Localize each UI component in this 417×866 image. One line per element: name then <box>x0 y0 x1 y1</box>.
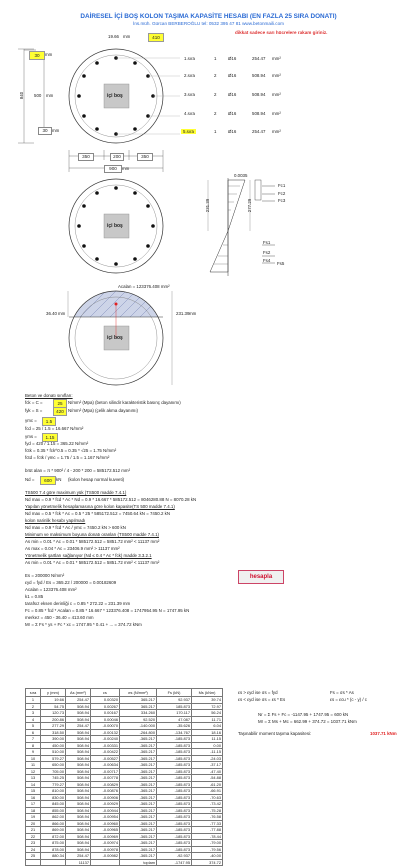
table-cell: 810.00 <box>41 788 66 795</box>
label-fs2: Fs2 <box>263 250 271 255</box>
fcd-line: fcd = 25 / 1.5 = 16.667 N/mm² <box>25 426 84 431</box>
table-cell: -79.00 <box>192 840 223 847</box>
es-line: Es = 200000 N/mm² <box>25 573 65 578</box>
table-cell: -0.00331 <box>91 742 120 749</box>
table-cell: -365.217 <box>120 755 157 762</box>
table-cell: -11.15 <box>192 749 223 756</box>
table-cell: -365.217 <box>120 794 157 801</box>
table-cell: -24.03 <box>192 755 223 762</box>
calc-line: Nd max = 0.9 * fcd * Ac * Nd = 0.9 * 16.667 * 585172.512 = 8046280.88 N = 8070.28 kN <box>25 497 197 502</box>
table-cell: 745.25 <box>41 775 66 782</box>
table-cell: -365.217 <box>120 807 157 814</box>
table-cell: 869.00 <box>41 827 66 834</box>
table-cell: 54.75 <box>41 703 66 710</box>
table-cell: 450.00 <box>41 742 66 749</box>
table-cell: 5 <box>26 723 41 730</box>
acalan-label: Acalan = 123376.408 mm² <box>118 284 170 289</box>
table-cell: -365.217 <box>120 742 157 749</box>
cover-top-unit: mm <box>45 52 53 57</box>
results-table <box>25 688 223 866</box>
table-cell: 830.00 <box>41 794 66 801</box>
table-cell: -365.217 <box>120 768 157 775</box>
table-cell: 508.94 <box>66 814 91 821</box>
table-cell: 508.94 <box>66 729 91 736</box>
table-cell: 1 <box>26 697 41 704</box>
table-cell: 185.873 <box>157 703 192 710</box>
table-cell: 13 <box>26 775 41 782</box>
table-cell: 880.34 <box>41 853 66 860</box>
fyk-label: fyk = S = <box>25 408 43 413</box>
bottom-dim-3: 350 <box>137 153 153 161</box>
table-cell: 508.94 <box>66 827 91 834</box>
table-cell: 508.94 <box>66 742 91 749</box>
table-cell: 8 <box>26 742 41 749</box>
gmc-label: γmc = <box>25 418 37 423</box>
table-cell: -0.00422 <box>91 749 120 756</box>
mr-line-2: Mr = Σ Ms + Mc = 662.99 + 374.72 = 1037.71 kNm <box>258 719 357 724</box>
col-header: σs (N/mm²) <box>120 689 157 697</box>
table-cell: 508.94 <box>66 820 91 827</box>
table-cell: 92.520 <box>120 716 157 723</box>
table-cell: 0.00167 <box>91 710 120 717</box>
table-cell: 508.94 <box>66 794 91 801</box>
fyk-text: N/mm² (Mpa) (çelik akma dayanımı) <box>68 408 139 413</box>
table-cell: 508.94 <box>66 775 91 782</box>
nr-line: Nr = Σ Fs + Fc = -1147.95 + 1747.95 = 600 kN <box>258 712 349 717</box>
table-cell: 12 <box>26 768 41 775</box>
table-cell: 9 <box>26 749 41 756</box>
table-cell: 845.00 <box>41 801 66 808</box>
table-cell: 508.94 <box>66 846 91 853</box>
table-cell: -78.44 <box>192 833 223 840</box>
total-text: toplam <box>120 859 157 866</box>
table-cell: -185.873 <box>157 807 192 814</box>
table-cell: 277.29 <box>41 723 66 730</box>
core-label-2: içi boş <box>107 223 123 229</box>
table-cell: -0.00982 <box>91 853 120 860</box>
table-cell: 875.00 <box>41 840 66 847</box>
table-cell: -37.17 <box>192 762 223 769</box>
table-cell: -185.873 <box>157 801 192 808</box>
table-cell: 0.00267 <box>91 703 120 710</box>
label-fc2: Fc2 <box>278 191 286 196</box>
table-cell: -0.00132 <box>91 729 120 736</box>
table-cell: -185.873 <box>157 755 192 762</box>
calc-line: As max = 0.04 * Ac = 23406.9 mm² > 11137 mm² <box>25 546 120 551</box>
table-cell: 0.00320 <box>91 697 120 704</box>
table-cell: -365.217 <box>120 781 157 788</box>
table-total-row <box>26 859 223 866</box>
table-cell: -264.800 <box>120 729 157 736</box>
table-cell: 25 <box>26 853 41 860</box>
table-cell: -140.000 <box>120 723 157 730</box>
calc-line: Nd max = 0.9 * fcd * Ac / γmc = 7450.2 kN > 600 kN <box>25 525 126 530</box>
table-cell: 508.94 <box>66 716 91 723</box>
table-cell: 10 <box>26 755 41 762</box>
table-cell: -365.217 <box>120 833 157 840</box>
col-header: As (mm²) <box>66 689 91 697</box>
table-cell: -79.56 <box>192 846 223 853</box>
table-cell: -77.33 <box>192 820 223 827</box>
table-cell: -0.00960 <box>91 820 120 827</box>
table-cell: -185.873 <box>157 794 192 801</box>
col-header: y (mm) <box>41 689 66 697</box>
calc-line: Yönetmelik şartları sağlanıyor (Nd ≤ 0.4 * Ac * fck) madde 3.3.2.1 <box>25 553 152 558</box>
table-cell: -73.42 <box>192 801 223 808</box>
table-cell: 16 <box>26 794 41 801</box>
table-cell: 508.94 <box>66 781 91 788</box>
table-cell: -0.00965 <box>91 827 120 834</box>
table-cell: 23 <box>26 840 41 847</box>
fyd-line: fyd = 420 / 1.15 = 365.22 N/mm² <box>25 441 89 446</box>
nd-label: Nd = <box>25 477 35 482</box>
table-cell: -0.00876 <box>91 788 120 795</box>
dim-left-top: 19.66 <box>108 34 119 39</box>
table-cell: -92.937 <box>157 853 192 860</box>
calc-line: As min = 0.01 * Ac = 0.01 * 585172.512 = 5851.72 mm² < 11137 mm² <box>25 560 160 565</box>
table-cell: 508.94 <box>66 736 91 743</box>
table-cell: 365.217 <box>120 703 157 710</box>
table-cell: 508.94 <box>66 755 91 762</box>
table-cell: -0.00634 <box>91 762 120 769</box>
table-cell: 7 <box>26 736 41 743</box>
calc-line: Nd max = 0.5 * fck * Ac = 0.5 * 25 * 585172.512 = 7450.64 kN = 7450.2 kN <box>25 511 170 516</box>
table-cell: 508.94 <box>66 749 91 756</box>
table-cell: -0.00954 <box>91 814 120 821</box>
bottom-dim-2: 200 <box>110 153 124 161</box>
table-cell: 779.27 <box>41 781 66 788</box>
strain-value: 0.0035 <box>234 173 248 178</box>
page-title: DAİRESEL İÇİ BOŞ KOLON TAŞIMA KAPASİTE HESABI (EN FAZLA 25 SIRA DONATI) <box>80 13 337 20</box>
table-cell: -0.00778 <box>91 775 120 782</box>
note-2: εs < εyd ise σs = εs * Es <box>238 697 286 702</box>
c2-dim: 277.29 <box>247 198 253 213</box>
table-cell: -0.00969 <box>91 833 120 840</box>
table-cell: 508.94 <box>66 768 91 775</box>
table-cell: 508.94 <box>66 801 91 808</box>
warning-note: dikkat sadece sarı hücrelere rakam giriniz. <box>235 30 328 35</box>
table-cell: 11.15 <box>192 736 223 743</box>
table-cell: -365.217 <box>120 820 157 827</box>
label-fs1: Fs1 <box>263 240 271 245</box>
calc-line: Minimum ve maksimum boyuna donatı oranları (TS500 madde 7.4.1) <box>25 532 159 537</box>
bottom-dim-1: 350 <box>78 153 94 161</box>
table-cell: 508.94 <box>66 833 91 840</box>
c1-dim: 231.39 <box>205 198 211 213</box>
ac-line: brüt alan = π * 900² / 4 - 200 * 200 = 585172.512 mm² <box>25 468 131 473</box>
section2-drawing <box>69 178 275 276</box>
table-cell: -185.873 <box>157 788 192 795</box>
table-cell: 579.27 <box>41 755 66 762</box>
table-cell: -365.217 <box>120 775 157 782</box>
table-cell: 24 <box>26 846 41 853</box>
table-cell: 200.86 <box>41 716 66 723</box>
table-cell: 254.47 <box>66 853 91 860</box>
table-cell: -365.217 <box>120 736 157 743</box>
table-cell: 862.00 <box>41 814 66 821</box>
k1-line: k1 = 0.85 <box>25 594 44 599</box>
table-cell: -185.873 <box>157 814 192 821</box>
table-cell: -0.00070 <box>91 723 120 730</box>
fyk-input[interactable]: 420 <box>53 407 67 416</box>
core-label-3: içi boş <box>107 335 123 341</box>
table-cell: 11 <box>26 762 41 769</box>
table-cell: -365.217 <box>120 788 157 795</box>
row-label-b: 500 <box>34 93 42 98</box>
acalan-line: Acalan = 123376.408 mm² <box>25 587 77 592</box>
dim-left-top-unit: mm <box>123 34 131 39</box>
table-cell: -185.873 <box>157 781 192 788</box>
table-cell: -185.873 <box>157 736 192 743</box>
table-cell: -185.873 <box>157 775 192 782</box>
table-cell: 254.47 <box>66 723 91 730</box>
table-cell: -75.28 <box>192 807 223 814</box>
table-cell: 508.94 <box>66 762 91 769</box>
right-dim-3: 231.39 <box>176 311 190 316</box>
bottom-cover: 30 <box>38 127 52 135</box>
gmc-input[interactable]: 1.5 <box>42 417 56 426</box>
table-cell: -54.88 <box>192 775 223 782</box>
table-cell: -185.873 <box>157 768 192 775</box>
table-cell: 11.71 <box>192 716 223 723</box>
table-cell: -0.00717 <box>91 768 120 775</box>
table-cell: -365.217 <box>120 827 157 834</box>
table-cell: 120.73 <box>41 710 66 717</box>
table-cell: -185.873 <box>157 827 192 834</box>
table-cell: -0.00240 <box>91 736 120 743</box>
table-cell: 334.260 <box>120 710 157 717</box>
right-dim-3-unit: mm <box>189 311 197 316</box>
table-cell: -365.217 <box>120 814 157 821</box>
label-fs4: Fs4 <box>263 258 271 263</box>
table-cell: 170.117 <box>157 710 192 717</box>
table-header-row <box>26 689 223 697</box>
fc-line: Fc = 0.85 * fcd * Acalan = 0.85 * 16.667 * 123376.408 = 1747954.95 N = 1747.95 kN <box>25 608 190 613</box>
table-cell: -185.873 <box>157 846 192 853</box>
table-cell: 866.00 <box>41 820 66 827</box>
label-fc1: Fc1 <box>278 183 286 188</box>
table-cell: 56.24 <box>192 710 223 717</box>
table-cell: 21 <box>26 827 41 834</box>
ex-line: merkez = 450 - 36.40 = 413.60 mm <box>25 615 94 620</box>
k-line: tarafsız eksen derinliği c = 0.85 * 272.22 = 231.39 mm <box>25 601 131 606</box>
table-cell: 18 <box>26 807 41 814</box>
table-cell: 15 <box>26 788 41 795</box>
bottom-total: 900 <box>104 165 122 173</box>
table-cell: 20 <box>26 820 41 827</box>
mr-line: Mr = Σ Fs * ys + Fc * xc = 1747.95 * 0.41 + ... = 374.72 kNm <box>25 622 142 627</box>
table-cell: 39.74 <box>192 697 223 704</box>
note-3: Fs = σs * As <box>330 690 354 695</box>
calc-line: As min = 0.01 * Ac = 0.01 * 585172.512 = 5851.72 mm² < 11137 mm² <box>25 539 160 544</box>
left-dim-3: 36.40 <box>46 311 57 316</box>
page-subtitle: İns.müh. Gürcan BERBEROĞLU tel: 0532 395 47 81 www.betonmaili.com <box>133 21 284 26</box>
label-fc3: Fc3 <box>278 198 286 203</box>
fck-label: fck = C = <box>25 400 43 405</box>
core-label-1: içi boş <box>107 93 123 99</box>
table-cell: -0.00974 <box>91 840 120 847</box>
col-header: Ms (kNm) <box>192 689 223 697</box>
table-cell: 0.00046 <box>91 716 120 723</box>
table-cell: 4 <box>26 716 41 723</box>
row-label-a: 840 <box>19 91 25 100</box>
col-header: Fs (kN) <box>157 689 192 697</box>
table-cell: -40.00 <box>192 853 223 860</box>
gms-label: γms = <box>25 434 37 439</box>
fctk-line: fctk = 0.35 * fck^0.5 = 0.35 * √25 = 1.75 N/mm² <box>25 448 117 453</box>
bottom-total-unit: mm <box>122 166 130 171</box>
table-cell: 318.50 <box>41 729 66 736</box>
left-dim-3-unit: mm <box>58 311 66 316</box>
table-cell: -0.00978 <box>91 846 120 853</box>
table-cell: 508.94 <box>66 788 91 795</box>
table-cell: 92.937 <box>157 697 192 704</box>
table-cell: -365.217 <box>120 846 157 853</box>
table-cell: -365.217 <box>120 853 157 860</box>
nd-input[interactable]: 600 <box>40 476 56 485</box>
total-fs: -1747.95 <box>157 859 192 866</box>
table-cell: 705.00 <box>41 768 66 775</box>
table-cell: 47.087 <box>157 716 192 723</box>
table-cell: -76.58 <box>192 814 223 821</box>
table-cell: -0.00929 <box>91 801 120 808</box>
table-cell: 3 <box>26 710 41 717</box>
cover-top-input[interactable]: 30 <box>29 51 45 60</box>
note-1: εs > εyd ise σs = fyd <box>238 690 278 695</box>
table-cell: 855.00 <box>41 807 66 814</box>
table-cell: -185.873 <box>157 762 192 769</box>
fck-text: N/mm² (Mpa) (beton silindir karakteristik basınç dayanımı) <box>68 400 181 405</box>
table-cell: 254.47 <box>66 697 91 704</box>
result-label: Taşınabilir moment taşıma kapasitesi: <box>238 731 312 736</box>
table-cell: 365.217 <box>120 697 157 704</box>
table-cell: 18.16 <box>192 729 223 736</box>
label-fs5: Fs5 <box>277 261 285 266</box>
table-cell: -185.873 <box>157 742 192 749</box>
table-cell: 6.04 <box>192 723 223 730</box>
total-as: 11137 <box>66 859 91 866</box>
table-cell: -185.873 <box>157 820 192 827</box>
table-cell: 508.94 <box>66 703 91 710</box>
table-cell: 650.00 <box>41 762 66 769</box>
table-cell: 510.00 <box>41 749 66 756</box>
table-cell: 0.00 <box>192 742 223 749</box>
table-cell: 19.66 <box>41 697 66 704</box>
result-value: 1037.71 kNm <box>370 731 397 736</box>
inputs-heading: Beton ve donatı sınıfları: <box>25 393 73 398</box>
table-cell: 872.00 <box>41 833 66 840</box>
table-cell: 17 <box>26 801 41 808</box>
table-cell: 2 <box>26 703 41 710</box>
table-cell: 508.94 <box>66 710 91 717</box>
table-cell: -0.00829 <box>91 781 120 788</box>
table-cell: -61.20 <box>192 781 223 788</box>
table-cell: -0.00944 <box>91 807 120 814</box>
table-cell: -185.873 <box>157 749 192 756</box>
table-cell: -35.626 <box>157 723 192 730</box>
nd-text: (kolon hesap normal kuvveti) <box>68 477 125 482</box>
table-cell: -0.00527 <box>91 755 120 762</box>
table-cell: 14 <box>26 781 41 788</box>
table-cell: -134.767 <box>157 729 192 736</box>
table-cell: -185.873 <box>157 833 192 840</box>
col-header: εs <box>91 689 120 697</box>
calculate-button[interactable]: hesapla <box>238 570 284 584</box>
table-cell: -0.00906 <box>91 794 120 801</box>
table-cell: -365.217 <box>120 840 157 847</box>
table-cell: -77.88 <box>192 827 223 834</box>
table-cell: -66.91 <box>192 788 223 795</box>
nd-unit: kN <box>56 477 62 482</box>
total-ms: 374.72 <box>192 859 223 866</box>
section1-drawing <box>18 49 180 172</box>
row-label-unit: mm <box>46 93 54 98</box>
eyd-line: εyd = fyd / Es = 365.22 / 200000 = 0.00182609 <box>25 580 117 585</box>
table-cell: -70.63 <box>192 794 223 801</box>
table-cell: 390.00 <box>41 736 66 743</box>
col-header: sıra <box>26 689 41 697</box>
table-cell: 508.94 <box>66 807 91 814</box>
table-cell: 72.97 <box>192 703 223 710</box>
table-cell: -185.873 <box>157 840 192 847</box>
table-cell: -365.217 <box>120 749 157 756</box>
table-cell: -47.40 <box>192 768 223 775</box>
fctd-line: fctd = fctk / γmc = 1.75 / 1.5 = 1.167 N/mm² <box>25 455 110 460</box>
table-cell: 878.00 <box>41 846 66 853</box>
table-cell: -365.217 <box>120 762 157 769</box>
calc-line: Yapılan yönetmelik hesaplamasına göre kolon kapasite(TS 500 madde 7.4.1) <box>25 504 175 509</box>
bottom-cover-unit: mm <box>52 128 60 133</box>
table-cell: 19 <box>26 814 41 821</box>
table-cell: 6 <box>26 729 41 736</box>
note-4: εs = εcu * (c - y) / c <box>330 697 367 702</box>
calc-line: TS500 7.4 göre maximum yük (TS500 madde 7.4.1) <box>25 490 127 495</box>
gms-input[interactable]: 1.15 <box>42 433 58 442</box>
calc-line: kolon narinlik hesabı yapılmadı <box>25 518 86 523</box>
table-cell: -365.217 <box>120 801 157 808</box>
table-cell: 508.94 <box>66 840 91 847</box>
dim-top-right-input[interactable]: 410 <box>148 33 164 42</box>
fck-input[interactable]: 25 <box>53 399 67 408</box>
table-cell: 22 <box>26 833 41 840</box>
